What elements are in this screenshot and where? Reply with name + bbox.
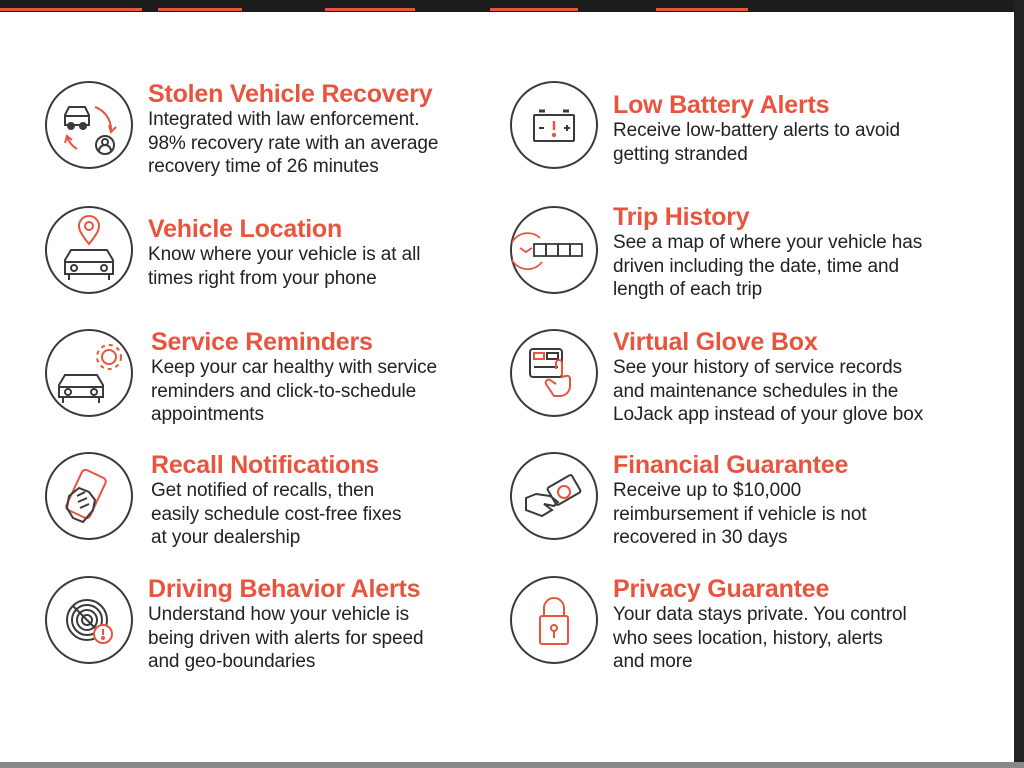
- feature-title: Service Reminders: [151, 328, 373, 356]
- feature-title: Financial Guarantee: [613, 451, 849, 479]
- feature-description: See your history of service records and maintenance schedules in the LoJack app instead of your glove box: [613, 357, 924, 425]
- car-gear-icon: [45, 329, 133, 417]
- feature-title: Trip History: [613, 203, 750, 231]
- feature-title: Vehicle Location: [148, 215, 343, 243]
- feature-description: Know where your vehicle is at all times right from your phone: [148, 244, 421, 289]
- feature-title: Recall Notifications: [151, 451, 379, 479]
- feature-description: Receive up to $10,000 reimbursement if vehicle is not recovered in 30 days: [613, 480, 867, 548]
- phone-hand-icon: [45, 452, 133, 540]
- glove-box-tap-icon: [510, 329, 598, 417]
- car-recovery-icon: [45, 81, 133, 169]
- feature-description: Understand how your vehicle is being driven with alerts for speed and geo-boundaries: [148, 604, 424, 672]
- feature-description: See a map of where your vehicle has driven including the date, time and length of each trip: [613, 232, 923, 300]
- feature-title: Driving Behavior Alerts: [148, 575, 421, 603]
- feature-description: Your data stays private. You control who sees location, history, alerts and more: [613, 604, 907, 672]
- feature-description: Integrated with law enforcement. 98% recovery rate with an average recovery time of 26 minutes: [148, 109, 439, 177]
- feature-description: Keep your car healthy with service reminders and click-to-schedule appointments: [151, 357, 437, 425]
- feature-title: Virtual Glove Box: [613, 328, 818, 356]
- odometer-icon: [510, 206, 598, 294]
- money-hand-icon: [510, 452, 598, 540]
- feature-description: Get notified of recalls, then easily schedule cost-free fixes at your dealership: [151, 480, 402, 548]
- feature-description: Receive low-battery alerts to avoid getting stranded: [613, 120, 900, 165]
- window-edge-right: [1014, 0, 1024, 768]
- feature-title: Privacy Guarantee: [613, 575, 830, 603]
- tire-alert-icon: [45, 576, 133, 664]
- padlock-icon: [510, 576, 598, 664]
- feature-title: Stolen Vehicle Recovery: [148, 80, 433, 108]
- window-edge-bottom: [0, 762, 1024, 768]
- location-pin-car-icon: [45, 206, 133, 294]
- top-bar: [0, 0, 1014, 12]
- feature-title: Low Battery Alerts: [613, 91, 830, 119]
- battery-icon: [510, 81, 598, 169]
